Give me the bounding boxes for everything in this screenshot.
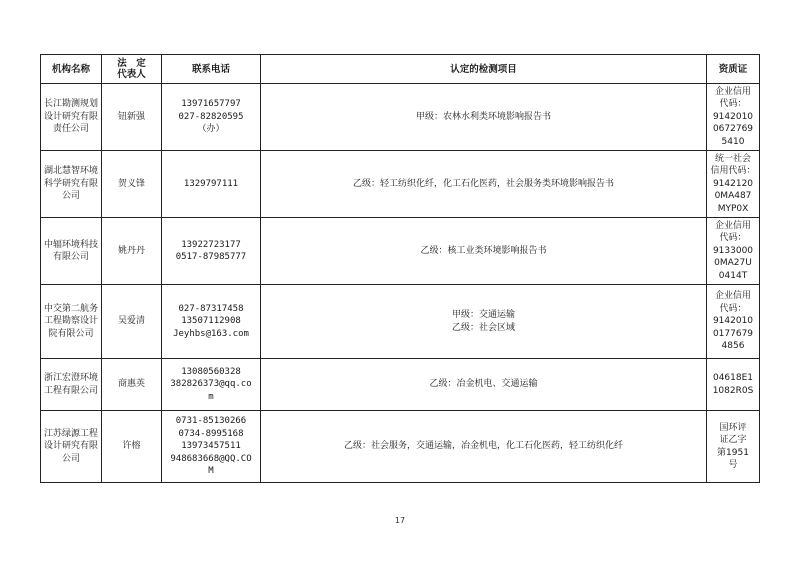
qualification-cert-cell: 企业信用 代码： 9142010 0177679 4856 [707, 285, 760, 359]
table-row [41, 285, 760, 359]
legal-rep-cell: 钮新强 [102, 84, 162, 151]
qualification-cert-cell: 企业信用 代码： 9142010 0672769 5410 [707, 84, 760, 151]
table-row [41, 359, 760, 411]
certified-items-cell: 乙级：核工业类环境影响报告书 [261, 218, 707, 285]
org-name-cell: 江苏绿源工程设计研究有限公司 [41, 411, 102, 483]
phone-cell: 1329797111 [162, 151, 261, 218]
org-name-cell: 长江勘测规划设计研究有限责任公司 [41, 84, 102, 151]
accreditation-table [40, 54, 760, 483]
qualification-cert-cell: 企业信用 代码： 9133000 0MA27U 0414T [707, 218, 760, 285]
phone-cell: 0731-85130266 0734-8995168 13973457511 948683668@QQ.CO M [162, 411, 261, 483]
org-name-cell: 湖北慧智环境科学研究有限公司 [41, 151, 102, 218]
table-row [41, 411, 760, 483]
org-name-cell: 浙江宏澄环境工程有限公司 [41, 359, 102, 411]
header-certified-items: 认定的检测项目 [261, 55, 707, 84]
qualification-cert-cell: 04618E1 1082R0S [707, 359, 760, 411]
legal-rep-cell: 姚丹丹 [102, 218, 162, 285]
legal-rep-cell: 许榕 [102, 411, 162, 483]
table-header-row [41, 55, 760, 84]
qualification-cert-cell: 统一社会 信用代码： 9142120 0MA487 MYP0X [707, 151, 760, 218]
table-row [41, 84, 760, 151]
certified-items-cell: 乙级：轻工纺织化纤，化工石化医药，社会服务类环境影响报告书 [261, 151, 707, 218]
header-legal-representative: 法 定 代表人 [102, 55, 162, 84]
phone-cell: 13922723177 0517-87985777 [162, 218, 261, 285]
certified-items-cell: 甲级：农林水利类环境影响报告书 [261, 84, 707, 151]
table-row [41, 218, 760, 285]
page-number: 17 [394, 516, 406, 525]
legal-rep-cell: 吴爱清 [102, 285, 162, 359]
header-qualification-cert: 资质证 [707, 55, 760, 84]
org-name-cell: 中辐环境科技有限公司 [41, 218, 102, 285]
legal-rep-cell: 商惠英 [102, 359, 162, 411]
header-phone: 联系电话 [162, 55, 261, 84]
header-org-name: 机构名称 [41, 55, 102, 84]
qualification-cert-cell: 国环评 证乙字 第1951 号 [707, 411, 760, 483]
certified-items-cell: 乙级：冶金机电、交通运输 [261, 359, 707, 411]
phone-cell: 027-87317458 13507112908 Jeyhbs@163.com [162, 285, 261, 359]
table-row [41, 151, 760, 218]
phone-cell: 13080560328 382826373@qq.co m [162, 359, 261, 411]
org-name-cell: 中交第二航务工程勘察设计院有限公司 [41, 285, 102, 359]
phone-cell: 13971657797 027-82820595 （办） [162, 84, 261, 151]
certified-items-cell: 乙级：社会服务，交通运输，冶金机电，化工石化医药，轻工纺织化纤 [261, 411, 707, 483]
legal-rep-cell: 贺义锋 [102, 151, 162, 218]
certified-items-cell: 甲级：交通运输 乙级：社会区域 [261, 285, 707, 359]
